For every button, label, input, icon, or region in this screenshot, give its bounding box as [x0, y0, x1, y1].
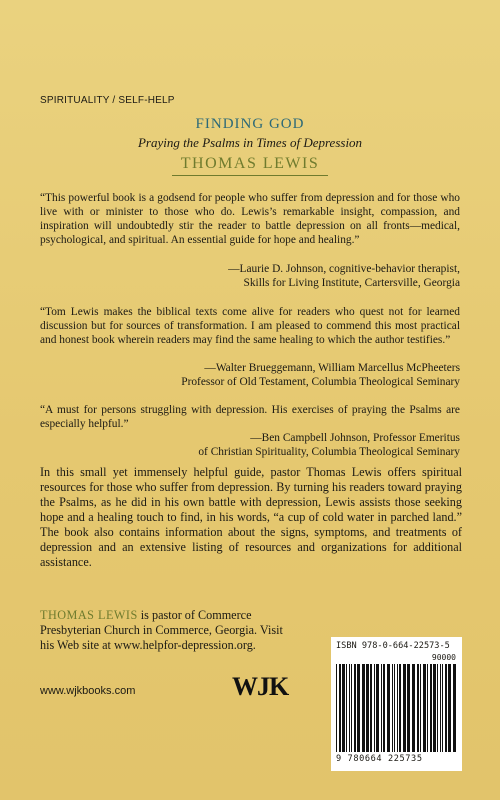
- barcode-bar: [351, 664, 352, 752]
- endorsement-attribution-1: [40, 262, 460, 290]
- barcode-bar: [440, 664, 441, 752]
- book-title: FINDING GOD: [195, 116, 305, 132]
- barcode-bar: [423, 664, 426, 752]
- attribution-line: Professor of Old Testament, Columbia Theological Seminary: [181, 376, 460, 388]
- book-subtitle: Praying the Psalms in Times of Depression: [137, 135, 363, 150]
- barcode-bar: [362, 664, 365, 752]
- barcode-bar: [387, 664, 390, 752]
- endorsement-quote-2: “Tom Lewis makes the biblical texts come alive for readers who quest not for learned discussion but for sources of transformation. I am pleased to commend this most practical and honest book wherein readers may find the same healing to which the author testifies.”: [40, 306, 460, 346]
- barcode-bar: [430, 664, 432, 752]
- isbn-text: ISBN 978-0-664-22573-5: [336, 641, 450, 651]
- barcode-bar: [392, 664, 393, 752]
- endorsement-attribution-3: [40, 431, 460, 459]
- barcode-bar: [370, 664, 372, 752]
- barcode-bar: [349, 664, 350, 752]
- barcode-bar: [346, 664, 347, 752]
- endorsement-quote-3: “A must for persons struggling with depression. His exercises of praying the Psalms are especially helpful.”: [40, 404, 460, 430]
- barcode-bar: [448, 664, 451, 752]
- barcode-panel: [331, 637, 462, 771]
- category-label: SPIRITUALITY / SELF-HELP: [40, 95, 175, 106]
- attribution-line: —Laurie D. Johnson, cognitive-behavior therapist,: [228, 263, 460, 275]
- barcode-bar: [427, 664, 428, 752]
- author-name: THOMAS LEWIS: [180, 155, 320, 172]
- barcode-bar: [342, 664, 345, 752]
- attribution-line: Skills for Living Institute, Cartersville, Georgia: [243, 277, 460, 289]
- barcode-bar: [354, 664, 356, 752]
- barcode-bar: [376, 664, 379, 752]
- barcode-bar: [357, 664, 360, 752]
- barcode-bar: [339, 664, 341, 752]
- barcode-bar: [336, 664, 337, 752]
- publisher-website: www.wjkbooks.com: [40, 685, 136, 697]
- ean-number: 9 780664 225735: [336, 754, 423, 764]
- barcode-bar: [437, 664, 438, 752]
- barcode-bar: [403, 664, 406, 752]
- attribution-line: —Ben Campbell Johnson, Professor Emeritus: [250, 432, 460, 444]
- barcode-bar: [445, 664, 447, 752]
- author-divider: [172, 175, 328, 176]
- book-description: In this small yet immensely helpful guide, pastor Thomas Lewis offers spiritual resources for those who suffer from depression. By turning his readers toward praying the Psalms, as he did in his own battle with depression, Lewis assists those seeking hope and a healing touch to find, in his words, “a cup of cold water in parched land.” The book also contains information about the signs, symptoms, and treatments of depression and an extensive listing of resources and organizations for additional assistance.: [40, 465, 462, 569]
- barcode-bar: [381, 664, 382, 752]
- publisher-logo: WJK: [232, 672, 289, 701]
- barcode-bar: [442, 664, 443, 752]
- barcode-bar: [433, 664, 436, 752]
- barcode-bar: [383, 664, 385, 752]
- endorsement-attribution-2: [40, 361, 460, 389]
- barcode-bar: [407, 664, 410, 752]
- author-bio: [40, 608, 300, 653]
- bio-text: is pastor of Commerce Presbyterian Church in Commerce, Georgia. Visit his Web site at www.helpfor-depression.org.: [40, 608, 283, 652]
- barcode-bar: [399, 664, 401, 752]
- endorsement-quote-1: “This powerful book is a godsend for people who suffer from depression and for those who live with or minister to those who do. Lewis’s remarkable insight, compassion, and inspiration will undoubtedly stir the reader to battle depression on all fronts—medical, psychological, and spiritual. An essential guide for hope and healing.”: [40, 192, 460, 246]
- barcode-bar: [394, 664, 395, 752]
- barcode-bar: [397, 664, 398, 752]
- barcode-bars: [336, 664, 457, 752]
- barcode-bar: [412, 664, 415, 752]
- attribution-line: of Christian Spirituality, Columbia Theological Seminary: [198, 446, 460, 458]
- barcode-bar: [420, 664, 421, 752]
- bio-author-name: THOMAS LEWIS: [40, 608, 138, 622]
- price-code: 90000: [431, 653, 456, 662]
- barcode-bar: [453, 664, 456, 752]
- barcode-bar: [417, 664, 419, 752]
- attribution-line: —Walter Brueggemann, William Marcellus McPheeters: [204, 362, 460, 374]
- barcode-bar: [374, 664, 375, 752]
- barcode-bar: [366, 664, 369, 752]
